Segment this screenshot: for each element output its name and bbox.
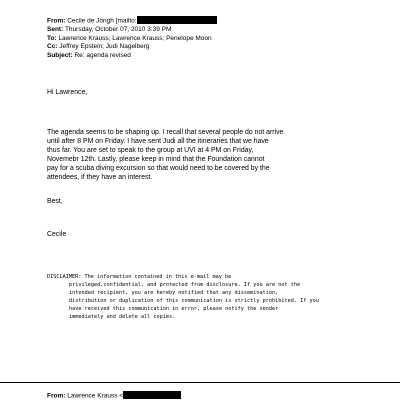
email-signature: Cecile: [47, 231, 67, 238]
email-greeting: Hi Lawrence,: [47, 89, 88, 96]
cc-label: Cc:: [47, 43, 58, 51]
paragraph-line: Novemebr 12th. Lastly, please keep in mind that the Foundation cannot: [47, 156, 265, 163]
email-signoff: Best,: [47, 198, 63, 205]
email-paragraph: [47, 128, 399, 182]
disclaimer-line: distribution or duplication of this communication is strictly prohibited. If you: [69, 297, 319, 304]
to-value: Lawrence Krauss; Lawrence Krauss; Penelope Moon: [58, 34, 212, 42]
next-from-value: Lawrence Krauss <: [67, 392, 124, 400]
redaction-block: [137, 16, 217, 24]
subject-row: [47, 52, 387, 61]
next-from-label: From:: [47, 392, 66, 400]
disclaimer-line: immediately and delete all copies.: [69, 313, 176, 320]
paragraph-line: until after 8 PM on Friday. I have sent Judi all the itineraries that we have: [47, 138, 269, 145]
paragraph-line: attendees, if they have an interest.: [47, 174, 153, 181]
cc-value: Jeffrey Epstein; Judi Nagelberg: [59, 43, 150, 51]
sent-label: Sent:: [47, 26, 64, 34]
from-row: [47, 16, 387, 26]
paragraph-line: thus far. You are set to speak to the group at UVI at 4 PM on Friday,: [47, 147, 254, 154]
disclaimer-line: intended recipient, you are hereby notified that any dissemination,: [69, 289, 279, 296]
to-row: [47, 35, 387, 44]
paragraph-line: The agenda seems to be shaping up. I recall that several people do not arrive: [47, 129, 284, 136]
subject-label: Subject:: [47, 51, 73, 59]
cc-row: [47, 43, 387, 52]
email-disclaimer: [47, 274, 392, 321]
email-header: [47, 16, 387, 60]
from-label: From:: [47, 17, 66, 25]
sent-row: [47, 26, 387, 35]
disclaimer-line: DISCLAIMER: The information contained in this e-mail may be: [47, 274, 232, 280]
from-value: Cecile de Jongh [mailto:: [67, 17, 137, 25]
subject-value: Re: agenda revised: [74, 51, 131, 59]
disclaimer-line: have received this communication in error, please notify the sender: [69, 305, 279, 312]
to-label: To:: [47, 34, 57, 42]
sent-value: Thursday, October 07, 2010 3:39 PM: [64, 26, 172, 34]
message-divider: [0, 382, 400, 383]
paragraph-line: pay for a scuba diving excursion so that would need to be covered by the: [47, 165, 270, 172]
disclaimer-line: privileged,confidential, and protected from disclosure. If you are not the: [69, 281, 301, 288]
redaction-block: [123, 391, 181, 399]
